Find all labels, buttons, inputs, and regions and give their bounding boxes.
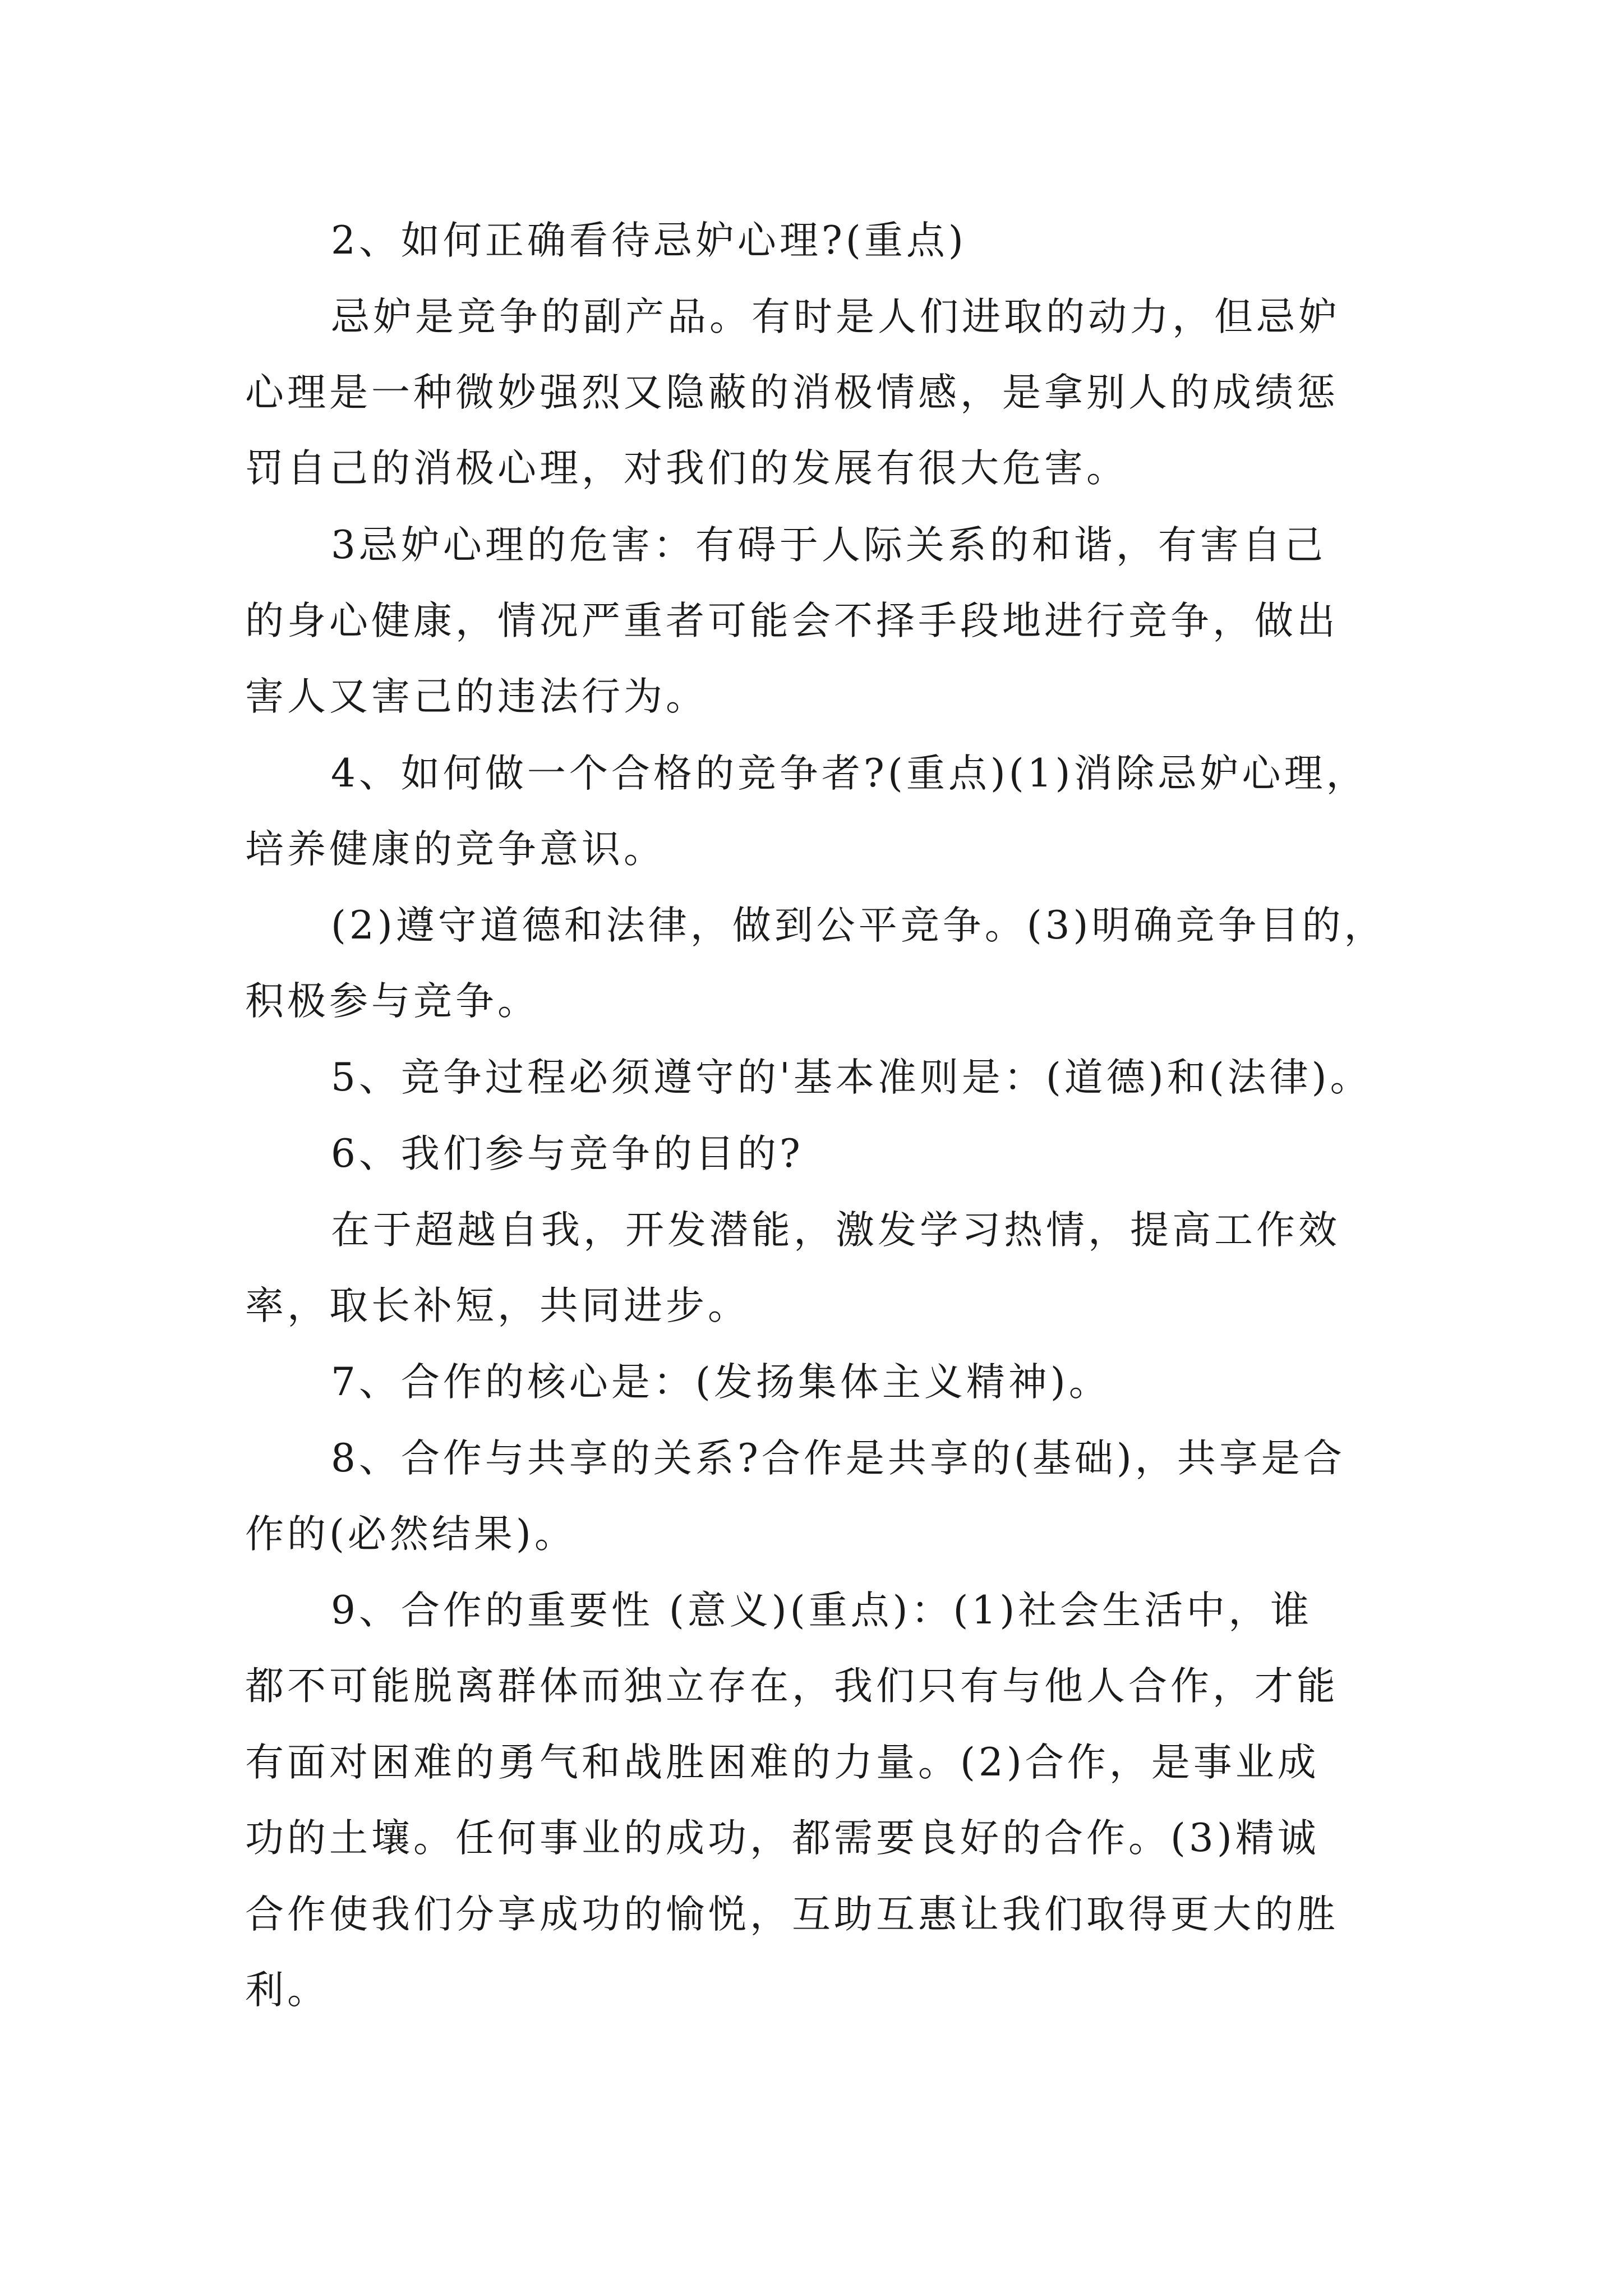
- paragraph-line: 5、竞争过程必须遵守的'基本准则是：(道德)和(法律)。: [331, 1055, 1372, 1100]
- paragraph-line: 有面对困难的勇气和战胜困难的力量。(2)合作，是事业成: [245, 1740, 1320, 1785]
- paragraph-line: 罚自己的消极心理，对我们的发展有很大危害。: [245, 446, 1128, 491]
- paragraph-line: 忌妒是竞争的副产品。有时是人们进取的动力，但忌妒: [331, 295, 1340, 339]
- paragraph-line: 7、合作的核心是：(发扬集体主义精神)。: [331, 1360, 1111, 1405]
- paragraph-line: 9、合作的重要性 (意义)(重点)：(1)社会生活中，谁: [331, 1588, 1313, 1633]
- paragraph-line: 利。: [245, 1968, 329, 2013]
- paragraph-line: 都不可能脱离群体而独立存在，我们只有与他人合作，才能: [245, 1664, 1339, 1709]
- paragraph-line: 2、如何正确看待忌妒心理?(重点): [331, 218, 967, 263]
- paragraph-line: 心理是一种微妙强烈又隐蔽的消极情感，是拿别人的成绩惩: [245, 370, 1339, 415]
- paragraph-line: 8、合作与共享的关系?合作是共享的(基础)，共享是合: [331, 1436, 1345, 1481]
- paragraph-line: 合作使我们分享成功的愉悦，互助互惠让我们取得更大的胜: [245, 1892, 1339, 1937]
- paragraph-line: (2)遵守道德和法律，做到公平竞争。(3)明确竞争目的，: [331, 903, 1386, 948]
- paragraph-line: 培养健康的竞争意识。: [245, 827, 666, 872]
- paragraph-line: 作的(必然结果)。: [245, 1512, 577, 1557]
- paragraph-line: 害人又害己的违法行为。: [245, 674, 708, 719]
- paragraph-line: 4、如何做一个合格的竞争者?(重点)(1)消除忌妒心理，: [331, 751, 1368, 796]
- paragraph-line: 3忌妒心理的危害：有碍于人际关系的和谐，有害自己: [331, 523, 1326, 568]
- paragraph-line: 积极参与竞争。: [245, 979, 540, 1024]
- paragraph-line: 率，取长补短，共同进步。: [245, 1283, 750, 1328]
- paragraph-line: 6、我们参与竞争的目的?: [331, 1131, 804, 1176]
- paragraph-line: 在于超越自我，开发潜能，激发学习热情，提高工作效: [331, 1208, 1340, 1253]
- paragraph-line: 的身心健康，情况严重者可能会不择手段地进行竞争，做出: [245, 599, 1339, 643]
- paragraph-line: 功的土壤。任何事业的成功，都需要良好的合作。(3)精诚: [245, 1816, 1320, 1861]
